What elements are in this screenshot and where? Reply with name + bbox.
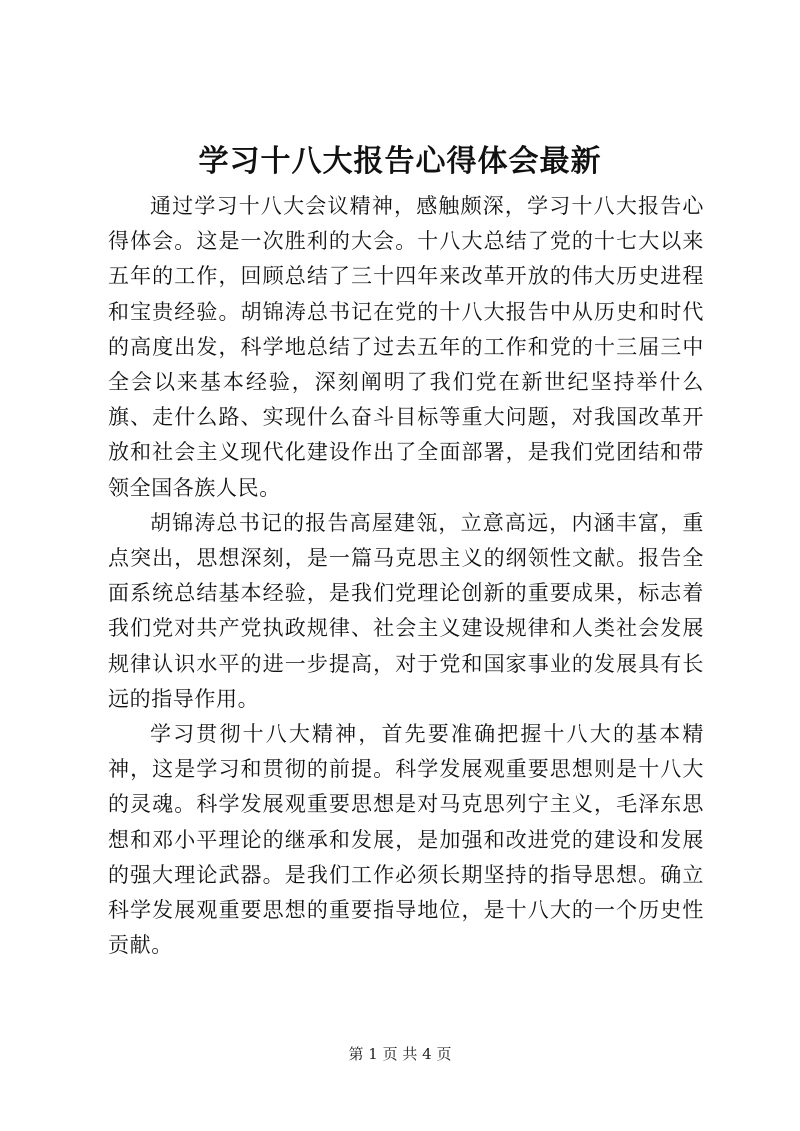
document-title: 学习十八大报告心得体会最新	[198, 144, 602, 179]
paragraph-3: 学习贯彻十八大精神，首先要准确把握十八大的基本精神，这是学习和贯彻的前提。科学发展观重要思想则是十八大的灵魂。科学发展观重要思想是对马克思列宁主义，毛泽东思想和邓小平理论的继承和发展，是加强和改进党的建设和发展的强大理论武器。是我们工作必须长期坚持的指导思想。确立科学发展观重要思想的重要指导地位，是十八大的一个历史性贡献。	[108, 722, 704, 958]
paragraph-1: 通过学习十八大会议精神，感触颇深，学习十八大报告心得体会。这是一次胜利的大会。十八大总结了党的十七大以来五年的工作，回顾总结了三十四年来改革开放的伟大历史进程和宝贵经验。胡锦涛总书记在党的十八大报告中从历史和时代的高度出发，科学地总结了过去五年的工作和党的十三届三中全会以来基本经验，深刻阐明了我们党在新世纪坚持举什么旗、走什么路、实现什么奋斗目标等重大问题，对我国改革开放和社会主义现代化建设作出了全面部署，是我们党团结和带领全国各族人民。	[108, 194, 704, 500]
page-number-footer: 第 1 页 共 4 页	[348, 1045, 452, 1063]
paragraph-2: 胡锦涛总书记的报告高屋建瓴，立意高远，内涵丰富，重点突出，思想深刻，是一篇马克思主义的纲领性文献。报告全面系统总结基本经验，是我们党理论创新的重要成果，标志着我们党对共产党执政规律、社会主义建设规律和人类社会发展规律认识水平的进一步提高，对于党和国家事业的发展具有长远的指导作用。	[108, 510, 704, 711]
document-body	[108, 189, 704, 963]
